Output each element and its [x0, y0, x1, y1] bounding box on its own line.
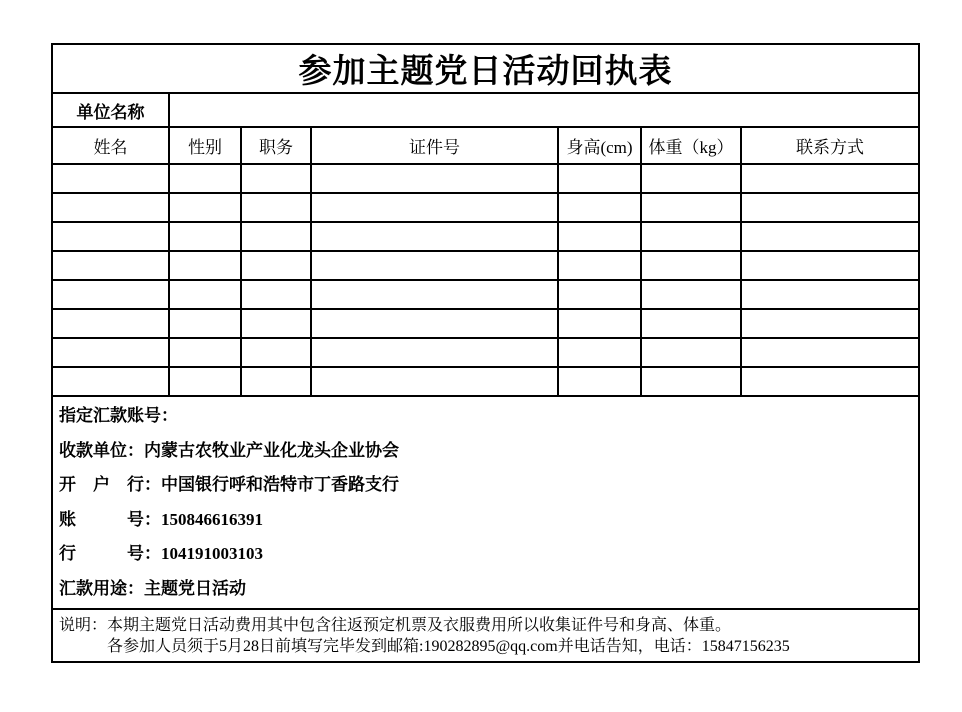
- table-cell-empty: [741, 193, 919, 222]
- table-cell-empty: [241, 164, 311, 193]
- column-header-row: [52, 127, 919, 164]
- table-cell-empty: [641, 193, 741, 222]
- table-cell-empty: [558, 280, 641, 309]
- note-row: [52, 609, 919, 662]
- table-cell-empty: [52, 367, 169, 396]
- table-cell-empty: [169, 251, 241, 280]
- table-cell-empty: [641, 164, 741, 193]
- table-cell-empty: [52, 338, 169, 367]
- table-cell-empty: [558, 222, 641, 251]
- table-cell-empty: [311, 309, 558, 338]
- col-header-weight: 体重（kg）: [641, 127, 741, 164]
- table-cell-empty: [52, 193, 169, 222]
- table-cell-empty: [641, 367, 741, 396]
- table-cell-empty: [741, 367, 919, 396]
- table-cell-empty: [241, 222, 311, 251]
- title-row: [52, 44, 919, 93]
- table-row: [52, 193, 919, 222]
- table-cell-empty: [741, 309, 919, 338]
- note-line-1: 说明：本期主题党日活动费用其中包含往返预定机票及衣服费用所以收集证件号和身高、体重。: [59, 617, 732, 634]
- table-cell-empty: [52, 222, 169, 251]
- table-cell-empty: [311, 193, 558, 222]
- purpose-line: 汇款用途：主题党日活动: [59, 578, 246, 598]
- unit-name-row: [52, 93, 919, 127]
- table-cell-empty: [741, 164, 919, 193]
- remittance-info-block: [52, 396, 919, 609]
- col-header-gender: 性别: [169, 127, 241, 164]
- table-cell-empty: [641, 251, 741, 280]
- form-title: 参加主题党日活动回执表: [52, 44, 919, 93]
- table-row: [52, 222, 919, 251]
- table-cell-empty: [558, 367, 641, 396]
- col-header-height: 身高(cm): [558, 127, 641, 164]
- bank-code-line: 行 号：104191003103: [59, 544, 263, 563]
- table-cell-empty: [169, 193, 241, 222]
- unit-name-value-cell: [169, 93, 919, 127]
- table-cell-empty: [311, 164, 558, 193]
- table-cell-empty: [169, 164, 241, 193]
- table-cell-empty: [641, 338, 741, 367]
- table-cell-empty: [741, 222, 919, 251]
- table-row: [52, 164, 919, 193]
- table-cell-empty: [169, 367, 241, 396]
- col-header-position: 职务: [241, 127, 311, 164]
- bank-branch-line: 开 户 行：中国银行呼和浩特市丁香路支行: [59, 475, 399, 494]
- table-cell-empty: [169, 309, 241, 338]
- table-cell-empty: [169, 280, 241, 309]
- table-cell-empty: [741, 251, 919, 280]
- account-number-line: 账 号：150846616391: [59, 509, 263, 529]
- table-cell-empty: [558, 338, 641, 367]
- note-block: [52, 609, 919, 662]
- table-cell-empty: [241, 193, 311, 222]
- entry-rows: [52, 164, 919, 396]
- col-header-contact: 联系方式: [741, 127, 919, 164]
- table-cell-empty: [311, 367, 558, 396]
- table-cell-empty: [169, 222, 241, 251]
- table-cell-empty: [558, 309, 641, 338]
- table-cell-empty: [169, 338, 241, 367]
- remittance-account-heading: 指定汇款账号：: [59, 406, 178, 425]
- payee-line: 收款单位：内蒙古农牧业产业化龙头企业协会: [59, 440, 399, 460]
- table-cell-empty: [311, 280, 558, 309]
- col-header-id-number: 证件号: [311, 127, 558, 164]
- table-cell-empty: [52, 280, 169, 309]
- table-cell-empty: [558, 193, 641, 222]
- table-cell-empty: [311, 251, 558, 280]
- table-cell-empty: [241, 367, 311, 396]
- table-cell-empty: [52, 164, 169, 193]
- remittance-row: [52, 396, 919, 609]
- reply-form-table: [51, 43, 920, 663]
- table-row: [52, 367, 919, 396]
- table-row: [52, 251, 919, 280]
- table-cell-empty: [241, 309, 311, 338]
- col-header-name: 姓名: [52, 127, 169, 164]
- table-cell-empty: [641, 222, 741, 251]
- table-cell-empty: [641, 309, 741, 338]
- table-cell-empty: [558, 251, 641, 280]
- table-row: [52, 280, 919, 309]
- table-row: [52, 309, 919, 338]
- table-cell-empty: [241, 251, 311, 280]
- table-cell-empty: [241, 338, 311, 367]
- table-cell-empty: [558, 164, 641, 193]
- table-cell-empty: [241, 280, 311, 309]
- table-cell-empty: [641, 280, 741, 309]
- table-row: [52, 338, 919, 367]
- table-cell-empty: [311, 338, 558, 367]
- note-line-2: 各参加人员须于5月28日前填写完毕发到邮箱:190282895@qq.com并电话告知，电话：15847156235: [107, 638, 790, 655]
- table-cell-empty: [741, 338, 919, 367]
- unit-name-label: 单位名称: [52, 93, 169, 127]
- table-cell-empty: [311, 222, 558, 251]
- table-cell-empty: [52, 309, 169, 338]
- table-cell-empty: [52, 251, 169, 280]
- table-cell-empty: [741, 280, 919, 309]
